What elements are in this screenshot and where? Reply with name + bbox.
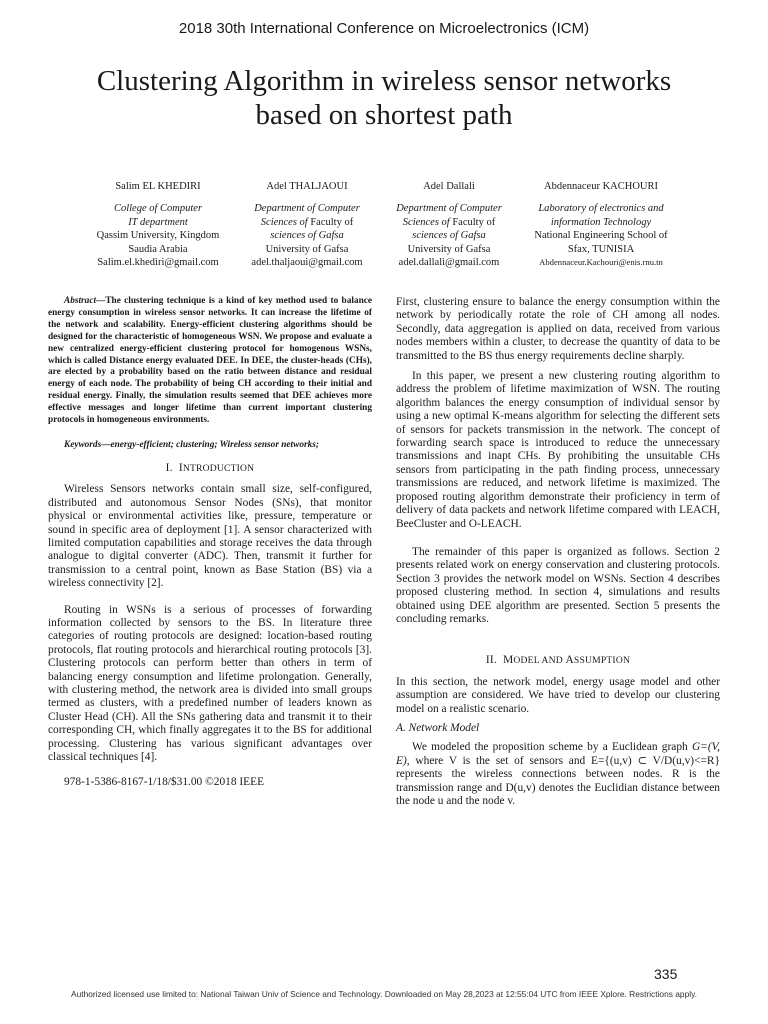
right-column <box>396 296 720 808</box>
author-institution: Qassim University, Kingdom <box>96 230 220 242</box>
paragraph: Wireless Sensors networks contain small size, self-configured, distributed and autonomous Sensor Nodes (SNs), that monitor physical or environmental activities like, pressure, temperature or sound in specific area of deployment [1]. A sensor characterized with limited computation capabilities and storage receives the data through analogue to digital converter (ADC). Then, transmit it further for transmission to a central point, known as Base Station (BS) via a wireless connectivity [2]. <box>48 483 372 590</box>
abstract-text: —The clustering technique is a kind of key method used to balance energy consumption in wireless sensor networks. It can increase the lifetime of the network and scalability. Energy-efficient clustering algorithms should be designed for the characteristic of homogeneous WSN. We propose and evaluate a new centralized energy-efficient clustering protocol for homogenous WSNs, which is called Distance energy evaluated DEE. In DEE, the cluster-heads (CHs), are elected by a probability based on the ratio between distance and residual energy of each node. The probability of being CH according to their initial and residual energy. Finally, the simulation results seemed that DEE achieves more effective messages and longer lifetime than current important clustering protocols in homogeneous environments. <box>48 296 372 426</box>
keywords: Keywords—energy-efficient; clustering; Wireless sensor networks; <box>64 439 319 450</box>
paragraph: In this section, the network model, energy usage model and other assumption are considered. We have tried to develop our clustering model on a realistic scenario. <box>396 675 720 715</box>
author-email: Salim.el.khediri@gmail.com <box>97 257 219 269</box>
paragraph: First, clustering ensure to balance the energy consumption within the network by periodically rotate the role of CH among all nodes. Secondly, data aggregation is applied on data, received from various nodes members within a cluster, to decrease the quantity of data to be transmitted to the BS thus energy requirements decline sharply. <box>396 296 720 362</box>
copyright-notice: 978-1-5386-8167-1/18/$31.00 ©2018 IEEE <box>64 776 265 789</box>
author-block-4 <box>517 180 685 269</box>
subsection-heading-network-model: A. Network Model <box>396 721 480 734</box>
author-country: Saudia Arabia <box>128 243 188 255</box>
paper-title-line-1: Clustering Algorithm in wireless sensor networks <box>96 65 672 97</box>
left-column <box>48 296 372 790</box>
author-name: Adel THALJAOUI <box>266 181 348 192</box>
author-email: adel.dallali@gmail.com <box>398 257 500 269</box>
section-heading-introduction: I. INTRODUCTION <box>165 461 255 474</box>
page-number: 335 <box>654 966 678 982</box>
paragraph: In this paper, we present a new clustering routing algorithm to address the problem of lifetime maximization of WSN. The routing algorithm balances the energy consumption of individual sensor by using a new optimal K-means algorithm for selecting the different sets of sensors for packets transmission in the network. The concept of forwarding search space is introduced to reduce the unnecessary transmissions and inapt CHs. By prohibiting the unsuitable CHs sensors from participating in the path finding process, unnecessary transmissions are reduced, and network lifetime is maximized. The proposed routing algorithm demonstrate their proficiency in term of delivery of data packets and network lifetime compared with LEACH, BeeCluster and O-LEACH. <box>396 370 720 530</box>
author-name: Abdennaceur KACHOURI <box>543 181 658 192</box>
paragraph: The remainder of this paper is organized as follows. Section 2 presents related work on energy conservation and clustering protocols. Section 3 provides the network model on WSNs. Section 4 describes proposed clustering method. In section 4, simulations and results obtained using DEE algorithm are presented. Section 5 presents the concluding remarks. <box>396 545 720 625</box>
graph-notation: G=(V, E), <box>396 741 720 767</box>
abstract <box>48 296 372 427</box>
author-email: adel.thaljaoui@gmail.com <box>251 257 363 269</box>
paper-title <box>40 64 728 132</box>
author-affiliation-plain: Faculty of <box>307 216 354 228</box>
author-name: Adel Dallali <box>423 181 475 192</box>
paragraph: We modeled the proposition scheme by a Euclidean graph G=(V, E), where V is the set of sensors and E={(u,v) ⊂ V/D(u,v)<=R} represents the wireless connections between nodes. R is the transmission range and D(u,v) denotes the Euclidian distance between the node u and the node v. <box>396 741 720 807</box>
conference-header: 2018 30th International Conference on Microelectronics (ICM) <box>178 20 590 37</box>
author-affiliation: Laboratory of electronics and <box>538 203 664 215</box>
author-affiliation: IT department <box>128 216 188 228</box>
author-affiliation-mixed <box>234 216 380 229</box>
author-affiliation: sciences of Gafsa <box>270 230 344 242</box>
author-affiliation: information Technology <box>550 216 652 228</box>
author-affiliation: sciences of Gafsa <box>412 230 486 242</box>
author-block-2 <box>234 180 380 269</box>
author-affiliation-plain: Faculty of <box>449 216 496 228</box>
section-heading-model: II. MODEL AND ASSUMPTION <box>485 654 631 667</box>
license-footer: Authorized licensed use limited to: National Taiwan Univ of Science and Technology. Downloaded on May 28,2023 at 12:55:04 UTC from IEEE Xplore. Restrictions apply. <box>71 989 697 999</box>
author-email: Abdennaceur.Kachouri@enis.rnu.tn <box>539 257 663 268</box>
author-institution: University of Gafsa <box>407 243 491 255</box>
author-name: Salim EL KHEDIRI <box>115 181 201 192</box>
abstract-label: Abstract <box>64 296 97 306</box>
author-block-3 <box>380 180 518 269</box>
author-institution: University of Gafsa <box>265 243 349 255</box>
author-block-1 <box>78 180 238 269</box>
author-affiliation: Department of Computer <box>254 203 360 215</box>
author-affiliation-mixed <box>380 216 518 229</box>
author-affiliation-italic: Sciences of <box>260 216 308 228</box>
paper-title-line-2: based on shortest path <box>255 99 513 131</box>
paragraph: Routing in WSNs is a serious of processes of forwarding information collected by sensors to the BS. In literature three categories of routing protocols are designed: location-based routing protocols, flat routing protocols and hierarchical routing protocols [3]. Clustering protocols can perform better than others in term of balancing energy consumption and lifetime prolongation. Generally, with clustering method, the network area is divided into small groups termed as clusters, with a predefined number of leaders known as Cluster Head (CH). All the SNs gathering data and transmit it to their corresponding CH, which finally aggregates it to the BS for additional processing. Clustering has various significant advantages over classical techniques [4]. <box>48 603 372 763</box>
author-institution: National Engineering School of <box>534 230 668 242</box>
author-affiliation-italic: Sciences of <box>402 216 450 228</box>
author-country: Sfax, TUNISIA <box>567 243 635 255</box>
author-affiliation: Department of Computer <box>396 203 502 215</box>
author-affiliation: College of Computer <box>113 203 203 215</box>
